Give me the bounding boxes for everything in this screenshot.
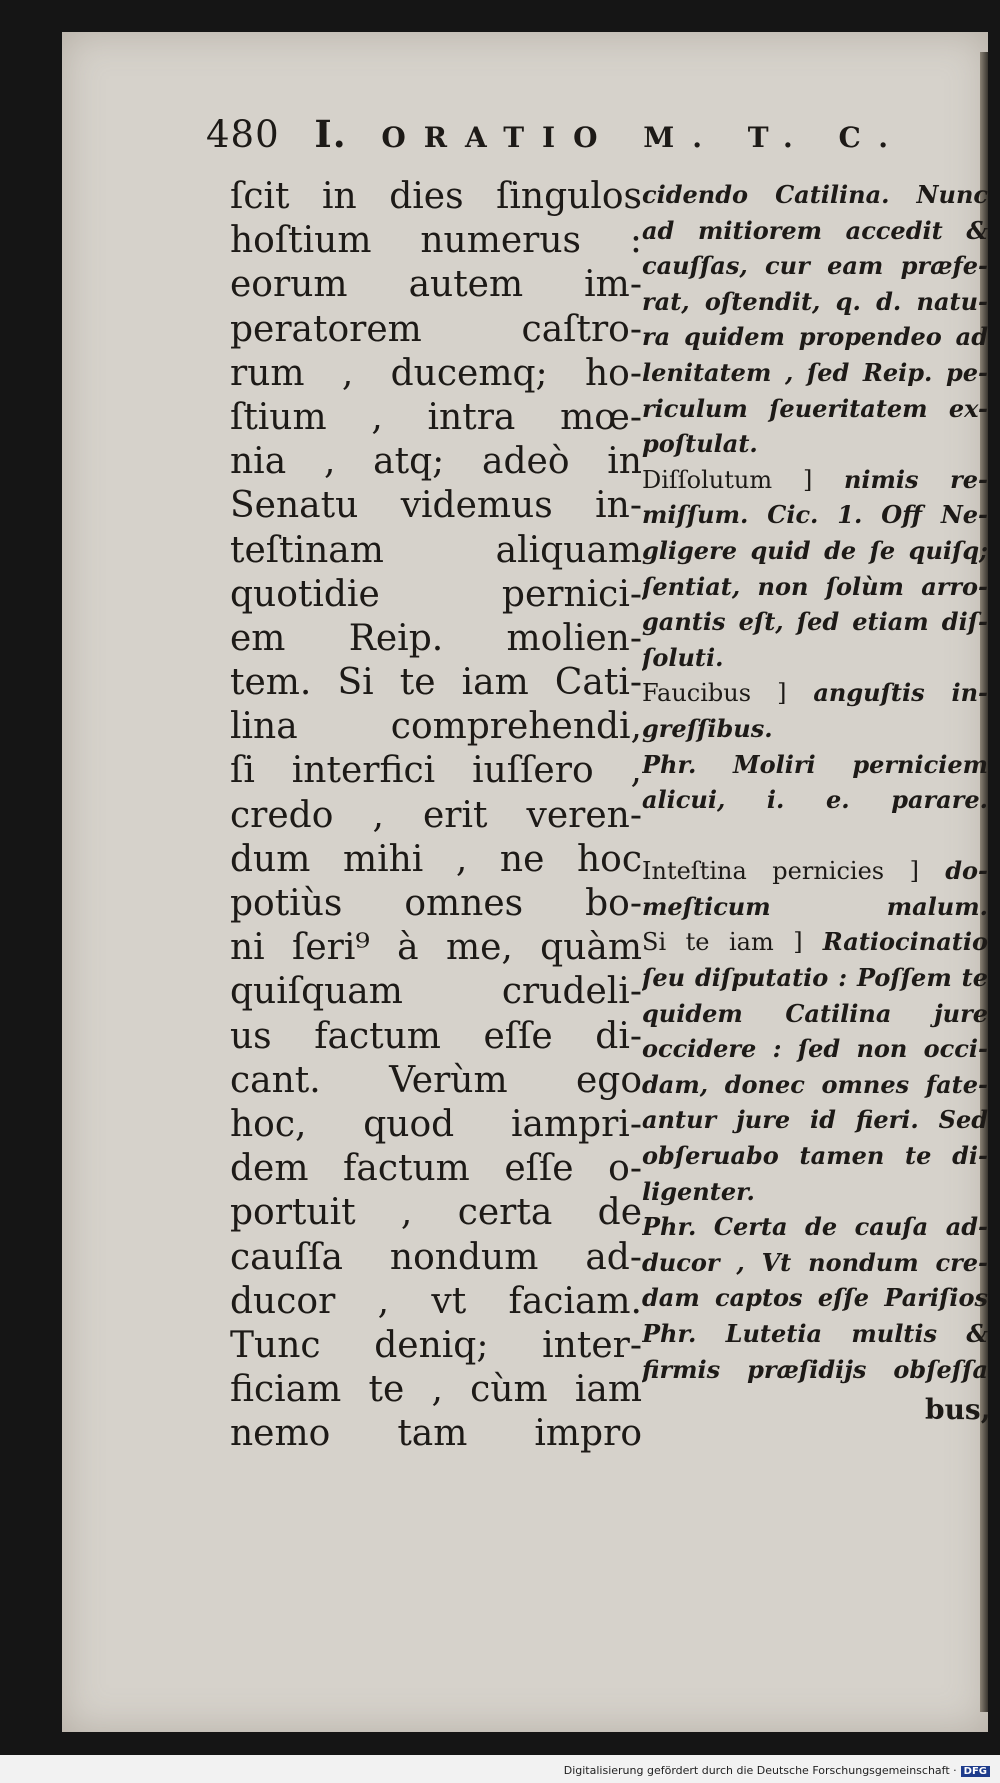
note-line	[642, 1209, 988, 1245]
note-line	[642, 1280, 988, 1316]
note-text: ſentiat, non ſolùm arro-	[642, 571, 988, 601]
note-text: dam, donec omnes fate-	[642, 1069, 988, 1099]
main-text-line: nia , atq; adeò in	[230, 441, 642, 483]
note-line	[642, 604, 988, 640]
note-line	[642, 462, 988, 498]
note-text: Ratiocinatio	[802, 927, 988, 957]
main-text-line: em Reip. molien-	[230, 617, 642, 659]
note-text: ad mitiorem accedit &	[642, 215, 988, 245]
main-text-line: ſtium , intra mœ-	[230, 396, 642, 438]
note-line	[642, 747, 988, 783]
main-text-line: teſtinam aliquam	[230, 529, 642, 571]
note-line	[642, 1031, 988, 1067]
note-line	[642, 889, 988, 925]
note-line	[642, 497, 988, 533]
note-lemma: Inteſtina pernicies ]	[642, 857, 919, 886]
note-text: firmis præſidijs obſeſſa	[642, 1354, 988, 1384]
note-text: do-	[919, 856, 988, 886]
note-text: antur jure id fieri. Sed	[642, 1105, 988, 1135]
note-line	[642, 248, 988, 284]
note-line	[642, 1174, 988, 1210]
credit-text: Digitalisierung gefördert durch die Deutsche Forschungsgemeinschaft ·	[563, 1764, 957, 1777]
note-text: riculum ſeueritatem ex-	[642, 393, 988, 423]
note-text: ligenter.	[642, 1176, 755, 1206]
note-line	[642, 1138, 988, 1174]
note-text: meſticum malum.	[642, 891, 988, 921]
note-text: occidere : ſed non occi-	[642, 1034, 988, 1064]
note-text: obſeruabo tamen te di-	[642, 1141, 988, 1171]
main-text-line: cant. Verùm ego	[230, 1059, 642, 1101]
main-text-line: cauſſa nondum ad-	[230, 1236, 642, 1278]
digitization-credit	[564, 1764, 990, 1777]
note-text: poſtulat.	[642, 429, 758, 459]
main-text-line: ni ſeri⁹ à me, quàm	[230, 927, 642, 969]
main-text-line: quotidie pernici-	[230, 573, 642, 615]
note-line	[642, 213, 988, 249]
header-title: ORATIO M. T. C.	[381, 121, 907, 154]
note-line	[642, 319, 988, 355]
main-text-line: potiùs omnes bo-	[230, 883, 642, 924]
main-text-line: dem factum eſſe o-	[230, 1148, 642, 1190]
marginal-notes-column	[642, 177, 988, 1387]
note-text: ſoluti.	[642, 642, 724, 672]
note-text: Phr. Certa de cauſa ad-	[642, 1212, 988, 1242]
note-text: ſeu diſputatio : Poſſem te	[642, 963, 988, 993]
main-text-line: tem. Si te iam Cati-	[230, 662, 642, 704]
main-text-line: hoc, quod iampri-	[230, 1103, 642, 1145]
note-line	[642, 1352, 988, 1388]
note-line	[642, 996, 988, 1032]
note-line	[642, 1102, 988, 1138]
note-line	[642, 1316, 988, 1352]
note-line	[642, 924, 988, 960]
note-text: rat, oſtendit, q. d. natu-	[642, 286, 988, 316]
note-line	[642, 426, 988, 462]
note-line	[642, 675, 988, 711]
dfg-logo-icon: DFG	[961, 1766, 990, 1777]
main-text-line: us factum eſſe di-	[230, 1015, 642, 1057]
main-text-line: hoſtium numerus :	[230, 220, 642, 262]
note-line	[642, 711, 988, 747]
main-text-line: portuit , certa de	[230, 1192, 642, 1234]
note-line	[642, 391, 988, 427]
note-lemma: Si te iam ]	[642, 928, 803, 957]
note-line	[642, 640, 988, 676]
note-text: cidendo Catilina. Nunc	[642, 180, 988, 209]
note-text: Phr. Lutetia multis &	[642, 1319, 988, 1348]
note-text: miſſum. Cic. 1. Off Ne-	[642, 500, 988, 530]
note-lemma: Diſſolutum ]	[642, 465, 813, 494]
main-text-line: Tunc deniq; inter-	[230, 1324, 642, 1366]
note-line	[642, 533, 988, 569]
main-text-line: Senatu videmus in-	[230, 485, 642, 527]
main-text-line: quiſquam crudeli-	[230, 971, 642, 1013]
note-line	[642, 569, 988, 605]
digitization-bar	[0, 1755, 1000, 1783]
note-text: cauſſas, cur eam præfe-	[642, 251, 988, 281]
note-text: lenitatem , ſed Reip. pe-	[642, 357, 988, 387]
note-line	[642, 782, 988, 818]
main-text-line: ſi interfici iuſſero ,	[230, 750, 642, 792]
page-number: 480	[206, 113, 280, 156]
note-line	[642, 1245, 988, 1281]
main-text-column	[230, 175, 642, 1456]
note-text: ducor , Vt nondum cre-	[642, 1247, 988, 1277]
note-line	[642, 1067, 988, 1103]
main-text-line: lina comprehendi,	[230, 706, 642, 748]
main-text-line: ficiam te , cùm iam	[230, 1369, 642, 1411]
note-text: ra quidem propendeo ad	[642, 322, 988, 352]
note-text: dam captos eſſe Pariſios	[642, 1283, 988, 1313]
main-text-line: ſcit in dies ſingulos	[230, 176, 642, 217]
note-lemma: Faucibus ]	[642, 679, 787, 708]
note-line	[642, 818, 988, 854]
note-line	[642, 177, 988, 213]
note-text: quidem Catilina jure	[642, 998, 988, 1028]
note-line	[642, 284, 988, 320]
main-text-line: peratorem caſtro-	[230, 308, 642, 350]
note-text: Phr. Moliri perniciem	[642, 749, 988, 779]
note-text: gligere quid de ſe quiſq;	[642, 535, 988, 565]
chapter-number: I.	[314, 112, 347, 156]
main-text-line: nemo tam impro	[230, 1413, 642, 1455]
note-text: greſſibus.	[642, 713, 773, 743]
note-line	[642, 960, 988, 996]
note-text: nimis re-	[812, 464, 988, 494]
note-text: alicui, i. e. parare.	[642, 785, 988, 815]
running-header	[206, 112, 906, 156]
note-text: gantis eſt, ſed etiam diſ-	[642, 607, 988, 637]
main-text-line: eorum autem im-	[230, 264, 642, 306]
note-line	[642, 853, 988, 889]
note-text: anguſtis in-	[786, 678, 988, 708]
main-text-line: rum , ducemq; ho-	[230, 352, 642, 394]
main-text-line: ducor , vt faciam.	[230, 1280, 642, 1322]
main-text-line: credo , erit veren-	[230, 794, 642, 836]
note-line	[642, 355, 988, 391]
main-text-line: dum mihi , ne hoc	[230, 838, 642, 880]
catchword: bus,	[925, 1393, 991, 1426]
